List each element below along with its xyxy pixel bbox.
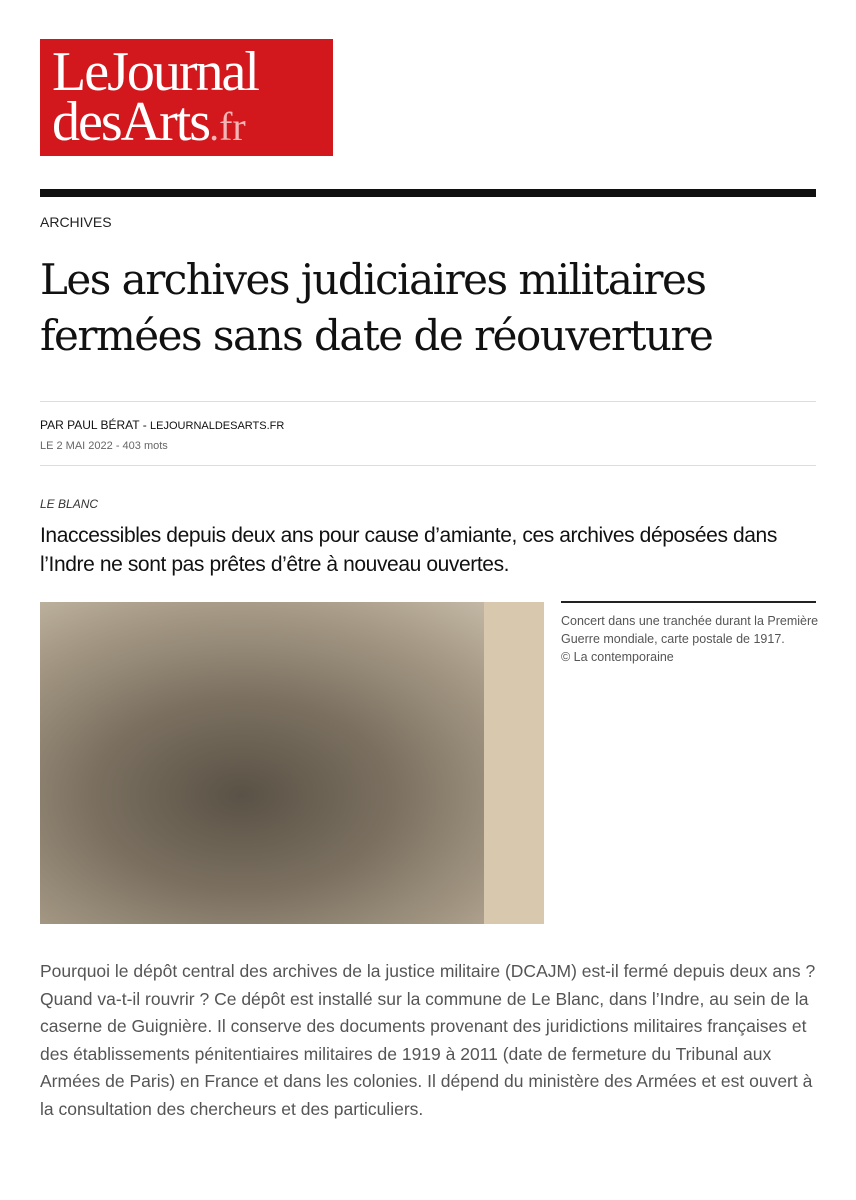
logo-line2: desArts — [52, 91, 210, 153]
byline-separator: - — [139, 418, 151, 432]
logo-line1: LeJournal — [52, 41, 258, 103]
byline-site: LEJOURNALDESARTS.FR — [150, 420, 285, 432]
divider — [40, 401, 816, 402]
postcard-edge — [484, 602, 544, 924]
logo-suffix: .fr — [209, 104, 246, 149]
article-title: Les archives judiciaires militaires fermées sans date de réouverture — [40, 255, 713, 360]
site-logo[interactable] — [40, 39, 333, 156]
header-divider — [40, 189, 816, 197]
article-body: Pourquoi le dépôt central des archives de la justice militaire (DCAJM) est-il fermé depuis deux ans ? Quand va-t-il rouvrir ? Ce dépôt est installé sur la commune de Le Blanc, dans l’Indre, au sein de la caserne de Guignière. Il conserve des documents provenant des juridictions militaires françaises et des établissements pénitentiaires militaires de 1919 à 2011 (date de fermeture du Tribunal aux Armées de Paris) en France et dans les colonies. Il dépend du ministère des Armées et est ouvert à la consultation des chercheurs et des particuliers. — [40, 961, 816, 1119]
dateline-place: LE BLANC — [40, 497, 99, 511]
article-photo — [40, 602, 544, 924]
caption-rule — [561, 601, 816, 603]
photo-caption — [561, 612, 819, 666]
caption-credit: © La contemporaine — [561, 650, 674, 664]
article-lead: Inaccessibles depuis deux ans pour cause d’amiante, ces archives déposées dans l’Indre ne sont pas prêtes d’être à nouveau ouvertes. — [40, 524, 777, 576]
article-meta: LE 2 MAI 2022 - 403 mots — [40, 440, 168, 452]
divider — [40, 465, 816, 466]
author[interactable]: PAR PAUL BÉRAT — [40, 418, 140, 432]
byline — [40, 418, 284, 432]
rubric-label[interactable]: ARCHIVES — [40, 214, 112, 230]
caption-text: Concert dans une tranchée durant la Première Guerre mondiale, carte postale de 1917. — [561, 614, 819, 646]
